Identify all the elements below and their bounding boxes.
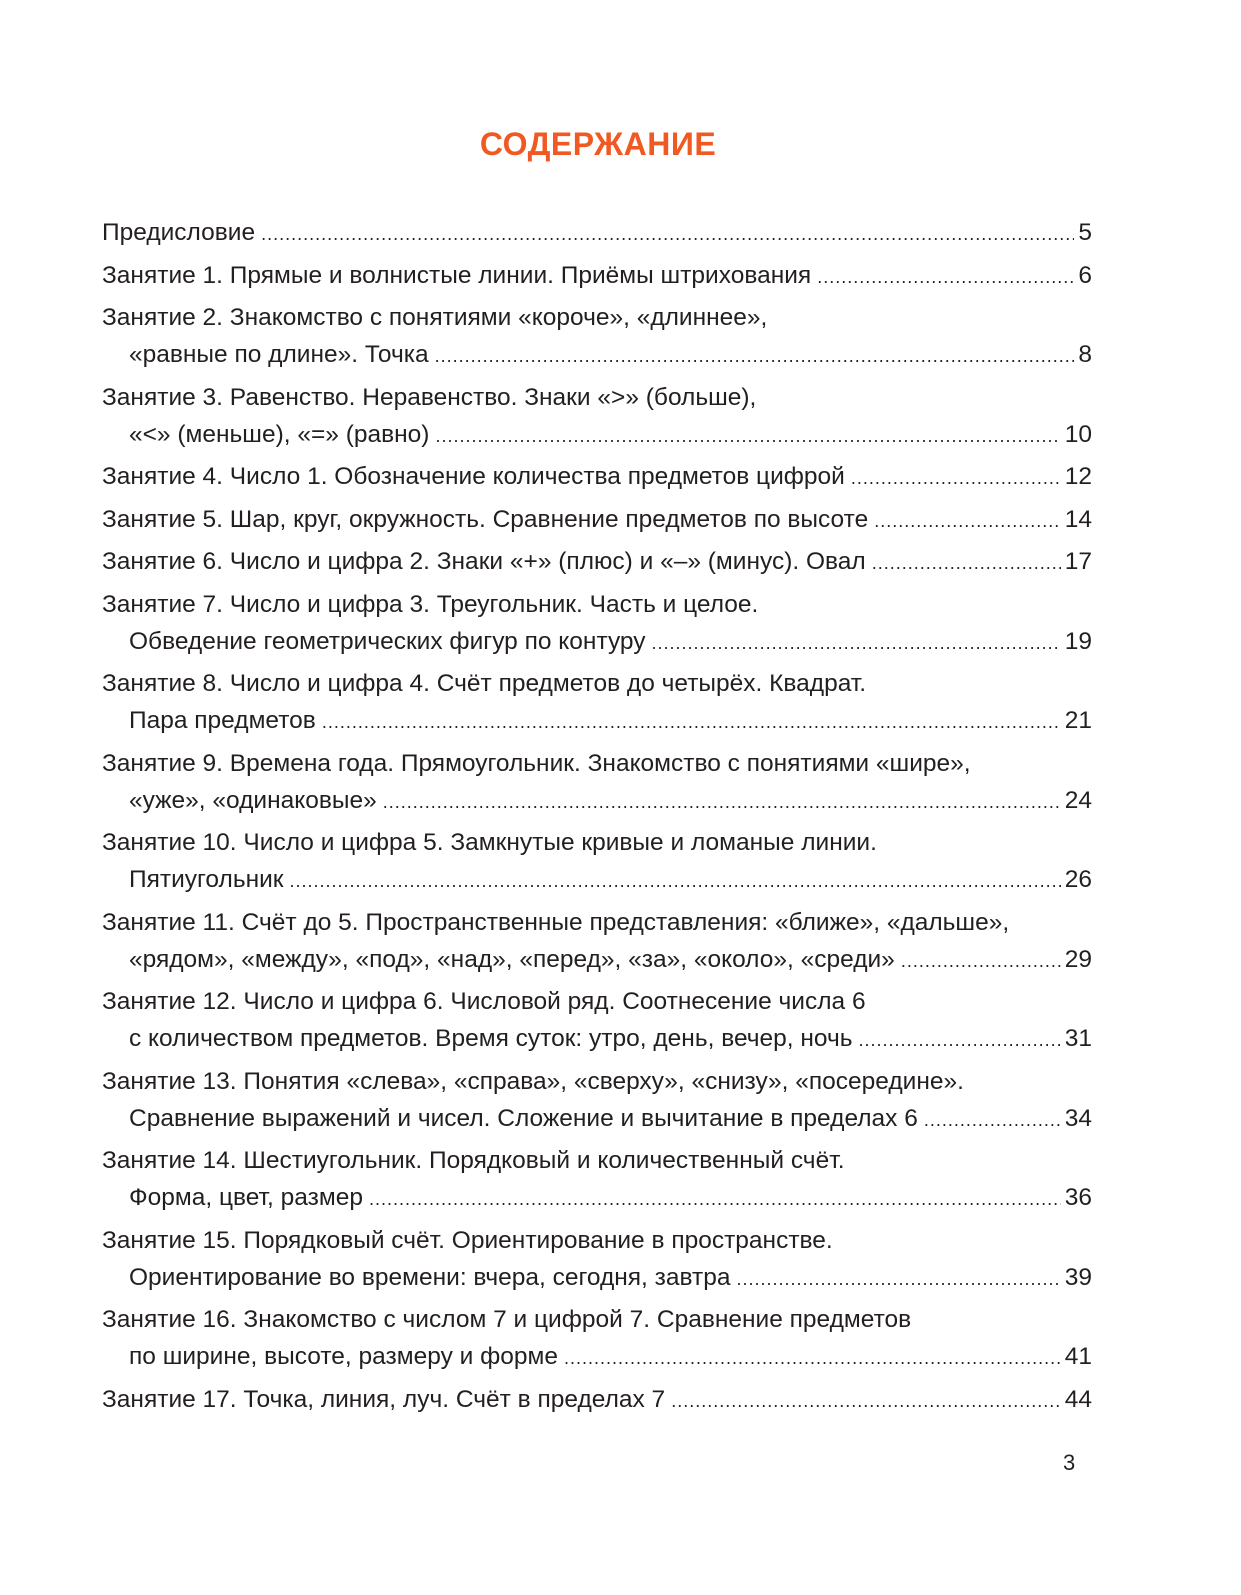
page-title: СОДЕРЖАНИЕ: [479, 126, 717, 162]
toc-entry-page: 8: [1078, 341, 1092, 368]
toc-entry-page: 5: [1078, 219, 1092, 246]
toc-entry[interactable]: [102, 586, 1092, 660]
toc-entry-page: 14: [1064, 505, 1092, 533]
toc-entry-last-line: [102, 1179, 1092, 1216]
toc-entry-title-line: Занятие 13. Понятия «слева», «справа», «сверху», «снизу», «посередине».: [102, 1067, 964, 1095]
toc-entry-page: 12: [1064, 463, 1092, 490]
toc-entry-title-line: Занятие 12. Число и цифра 6. Числовой ряд. Соотнесение числа 6: [102, 988, 866, 1015]
toc-entry-title-line: Занятие 8. Число и цифра 4. Счёт предметов до четырёх. Квадрат.: [102, 670, 867, 697]
toc-entry[interactable]: [102, 379, 1092, 453]
toc-entry-title: «рядом», «между», «под», «над», «перед», «за», «около», «среди»: [129, 945, 895, 973]
toc-entry[interactable]: [102, 501, 1092, 538]
toc-entry[interactable]: [102, 543, 1092, 580]
toc-entry[interactable]: [102, 824, 1092, 898]
toc-entry-title: Занятие 5. Шар, круг, окружность. Сравнение предметов по высоте: [102, 505, 869, 533]
toc-entry-last-line: [102, 1259, 1092, 1296]
toc-entry[interactable]: [102, 904, 1092, 978]
dot-leader: [736, 1261, 1060, 1298]
toc-entry[interactable]: [102, 299, 1092, 373]
toc-entry[interactable]: [102, 214, 1092, 251]
toc-entry-title: Обведение геометрических фигур по контуру: [129, 627, 646, 655]
toc-entry-page: 6: [1078, 261, 1092, 289]
toc-entry-page: 41: [1064, 1343, 1092, 1370]
toc-entry-last-line: [102, 702, 1092, 739]
toc-entry[interactable]: [102, 1222, 1092, 1296]
toc-entry-title: «равные по длине». Точка: [129, 341, 429, 368]
dot-leader: [817, 259, 1074, 296]
table-of-contents: [102, 214, 1092, 1423]
toc-entry-title-line: Занятие 7. Число и цифра 3. Треугольник. Часть и целое.: [102, 590, 759, 618]
toc-entry[interactable]: [102, 458, 1092, 495]
toc-entry-last-line: [102, 257, 1092, 294]
toc-entry-title: Занятие 1. Прямые и волнистые линии. Приёмы штрихования: [102, 261, 812, 289]
toc-entry-page: 24: [1064, 786, 1092, 814]
toc-entry-page: 36: [1064, 1184, 1092, 1211]
toc-entry-title-line: Занятие 2. Знакомство с понятиями «короче», «длиннее»,: [102, 304, 768, 331]
dot-leader: [901, 943, 1061, 980]
toc-entry-last-line: [102, 214, 1092, 251]
toc-entry-title-line: Занятие 16. Знакомство с числом 7 и цифрой 7. Сравнение предметов: [102, 1306, 912, 1333]
toc-entry-title: «<» (меньше), «=» (равно): [129, 420, 430, 448]
dot-leader: [261, 216, 1074, 253]
dot-leader: [435, 338, 1075, 375]
page-number: 3: [1063, 1450, 1076, 1475]
toc-entry-title: «уже», «одинаковые»: [129, 786, 377, 814]
toc-entry[interactable]: [102, 983, 1092, 1057]
dot-leader: [383, 784, 1061, 821]
toc-entry-page: 34: [1064, 1104, 1092, 1132]
toc-entry-title: с количеством предметов. Время суток: утро, день, вечер, ночь: [129, 1025, 853, 1052]
dot-leader: [924, 1102, 1061, 1139]
toc-entry[interactable]: [102, 1381, 1092, 1418]
dot-leader: [851, 460, 1061, 497]
toc-entry[interactable]: [102, 257, 1092, 294]
toc-entry-last-line: [102, 782, 1092, 819]
toc-entry-page: 31: [1064, 1025, 1092, 1052]
toc-entry-title-line: Занятие 3. Равенство. Неравенство. Знаки «>» (больше),: [102, 383, 757, 411]
dot-leader: [322, 704, 1061, 741]
toc-entry[interactable]: [102, 1301, 1092, 1375]
toc-entry-page: 21: [1064, 707, 1092, 734]
dot-leader: [859, 1022, 1061, 1059]
toc-entry-last-line: [102, 1020, 1092, 1057]
toc-entry-title-line: Занятие 10. Число и цифра 5. Замкнутые кривые и ломаные линии.: [102, 829, 877, 856]
toc-entry-last-line: [102, 861, 1092, 898]
toc-entry-title: Сравнение выражений и чисел. Сложение и вычитание в пределах 6: [129, 1104, 918, 1132]
toc-entry-page: 26: [1064, 866, 1092, 893]
dot-leader: [564, 1340, 1061, 1377]
toc-entry-last-line: [102, 336, 1092, 373]
toc-entry-title: Пара предметов: [129, 707, 316, 734]
toc-entry-title: Предисловие: [102, 219, 256, 246]
dot-leader: [290, 863, 1061, 900]
toc-entry-last-line: [102, 1100, 1092, 1137]
toc-entry-title: Форма, цвет, размер: [129, 1184, 363, 1211]
toc-entry-page: 10: [1064, 420, 1092, 448]
toc-entry[interactable]: [102, 1142, 1092, 1216]
toc-entry-page: 44: [1064, 1385, 1092, 1413]
toc-entry-title-line: Занятие 11. Счёт до 5. Пространственные представления: «ближе», «дальше»,: [102, 908, 1010, 936]
dot-leader: [872, 545, 1061, 582]
toc-entry-last-line: [102, 543, 1092, 580]
toc-entry-title-line: Занятие 9. Времена года. Прямоугольник. Знакомство с понятиями «шире»,: [102, 749, 971, 777]
toc-entry-last-line: [102, 501, 1092, 538]
toc-entry-title: по ширине, высоте, размеру и форме: [129, 1343, 559, 1370]
toc-entry-last-line: [102, 1381, 1092, 1418]
toc-entry-last-line: [102, 458, 1092, 495]
toc-entry-title-line: Занятие 15. Порядковый счёт. Ориентирование в пространстве.: [102, 1226, 833, 1254]
toc-entry[interactable]: [102, 1063, 1092, 1137]
toc-entry-page: 17: [1064, 548, 1092, 575]
toc-entry-title: Занятие 17. Точка, линия, луч. Счёт в пределах 7: [102, 1385, 666, 1413]
toc-entry-title: Ориентирование во времени: вчера, сегодня, завтра: [129, 1263, 731, 1291]
dot-leader: [671, 1383, 1061, 1420]
toc-entry-title: Занятие 4. Число 1. Обозначение количества предметов цифрой: [102, 463, 845, 490]
toc-entry-page: 29: [1064, 945, 1092, 973]
toc-entry-title: Пятиугольник: [129, 866, 284, 893]
toc-entry-last-line: [102, 416, 1092, 453]
toc-entry-page: 39: [1064, 1263, 1092, 1291]
toc-entry-page: 19: [1064, 627, 1092, 655]
dot-leader: [435, 418, 1060, 455]
toc-entry-title: Занятие 6. Число и цифра 2. Знаки «+» (плюс) и «–» (минус). Овал: [102, 548, 866, 575]
toc-entry-last-line: [102, 941, 1092, 978]
dot-leader: [652, 625, 1061, 662]
toc-entry[interactable]: [102, 745, 1092, 819]
toc-entry-title-line: Занятие 14. Шестиугольник. Порядковый и количественный счёт.: [102, 1147, 845, 1174]
toc-entry[interactable]: [102, 665, 1092, 739]
toc-entry-last-line: [102, 623, 1092, 660]
toc-entry-last-line: [102, 1338, 1092, 1375]
dot-leader: [369, 1181, 1061, 1218]
dot-leader: [874, 503, 1061, 540]
